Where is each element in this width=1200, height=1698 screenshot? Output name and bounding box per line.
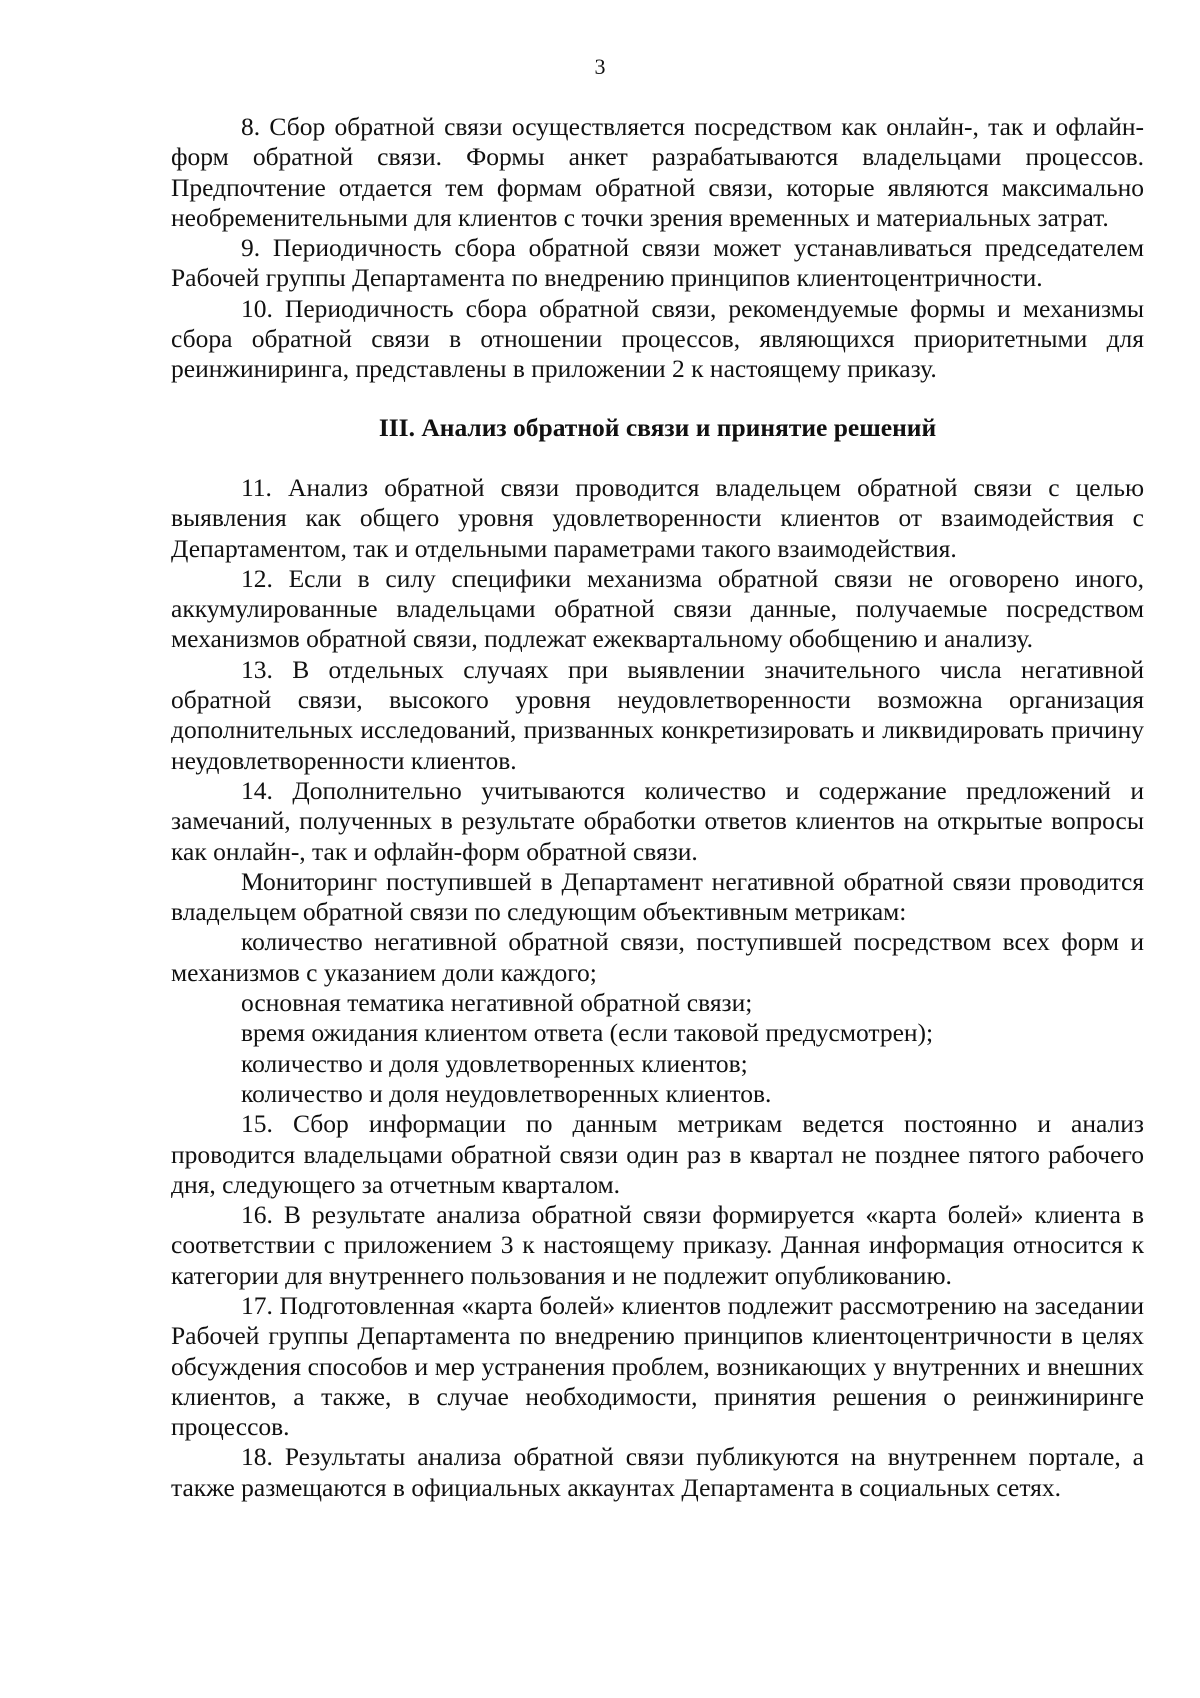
metric-item: количество и доля удовлетворенных клиентов;: [241, 1048, 748, 1078]
paragraph-17: 17. Подготовленная «карта болей» клиентов подлежит рассмотрению на заседании Рабочей группы Департамента по внедрению принципов клиентоцентричности в целях обсуждения способов и мер устранения проблем, возникающих у внутренних и внешних клиентов, а также, в случае необходимости, принятия решения о реинжиниринге процессов.: [171, 1290, 1144, 1442]
paragraph-10: 10. Периодичность сбора обратной связи, рекомендуемые формы и механизмы сбора обратной связи в отношении процессов, являющихся приоритетными для реинжиниринга, представлены в приложении 2 к настоящему приказу.: [171, 293, 1144, 384]
paragraph-14: 14. Дополнительно учитываются количество и содержание предложений и замечаний, полученных в результате обработки ответов клиентов на открытые вопросы как онлайн-, так и офлайн-форм обратной связи.: [171, 775, 1144, 866]
paragraph-15: 15. Сбор информации по данным метрикам ведется постоянно и анализ проводится владельцами обратной связи один раз в квартал не позднее пятого рабочего дня, следующего за отчетным кварталом.: [171, 1109, 1144, 1199]
paragraph-11: 11. Анализ обратной связи проводится владельцем обратной связи с целью выявления как общего уровня удовлетворенности клиентов от взаимодействия с Департаментом, так и отдельными параметрами такого взаимодействия.: [171, 472, 1144, 563]
metric-item: количество негативной обратной связи, поступившей посредством всех форм и механизмов с указанием доли каждого;: [171, 927, 1144, 987]
section-heading: III. Анализ обратной связи и принятие решений: [378, 412, 937, 442]
paragraph-13: 13. В отдельных случаях при выявлении значительного числа негативной обратной связи, высокого уровня неудовлетворенности возможна организация дополнительных исследований, призванных конкретизировать и ликвидировать причину неудовлетворенности клиентов.: [171, 654, 1144, 775]
metric-item: основная тематика негативной обратной связи;: [241, 988, 753, 1018]
metric-item: количество и доля неудовлетворенных клиентов.: [241, 1078, 772, 1108]
page-number: 3: [594, 54, 606, 79]
paragraph-9: 9. Периодичность сбора обратной связи может устанавливаться председателем Рабочей группы Департамента по внедрению принципов клиентоцентричности.: [171, 233, 1144, 293]
paragraph-monitoring: Мониторинг поступившей в Департамент негативной обратной связи проводится владельцем обратной связи по следующим объективным метрикам:: [171, 866, 1144, 927]
paragraph-12: 12. Если в силу специфики механизма обратной связи не оговорено иного, аккумулированные владельцами обратной связи данные, получаемые посредством механизмов обратной связи, подлежат ежеквартальному обобщению и анализу.: [171, 563, 1144, 654]
document-body: [171, 112, 1144, 1503]
paragraph-8: 8. Сбор обратной связи осуществляется посредством как онлайн-, так и офлайн-форм обратной связи. Формы анкет разрабатываются владельцами процессов. Предпочтение отдается тем формам обратной связи, которые являются максимально необременительными для клиентов с точки зрения временных и материальных затрат.: [171, 112, 1144, 232]
metric-item: время ожидания клиентом ответа (если таковой предусмотрен);: [241, 1018, 934, 1048]
paragraph-16: 16. В результате анализа обратной связи формируется «карта болей» клиента в соответствии с приложением 3 к настоящему приказу. Данная информация относится к категории для внутреннего пользования и не подлежит опубликованию.: [171, 1200, 1144, 1290]
paragraph-18: 18. Результаты анализа обратной связи публикуются на внутреннем портале, а также размещаются в официальных аккаунтах Департамента в социальных сетях.: [171, 1442, 1144, 1502]
